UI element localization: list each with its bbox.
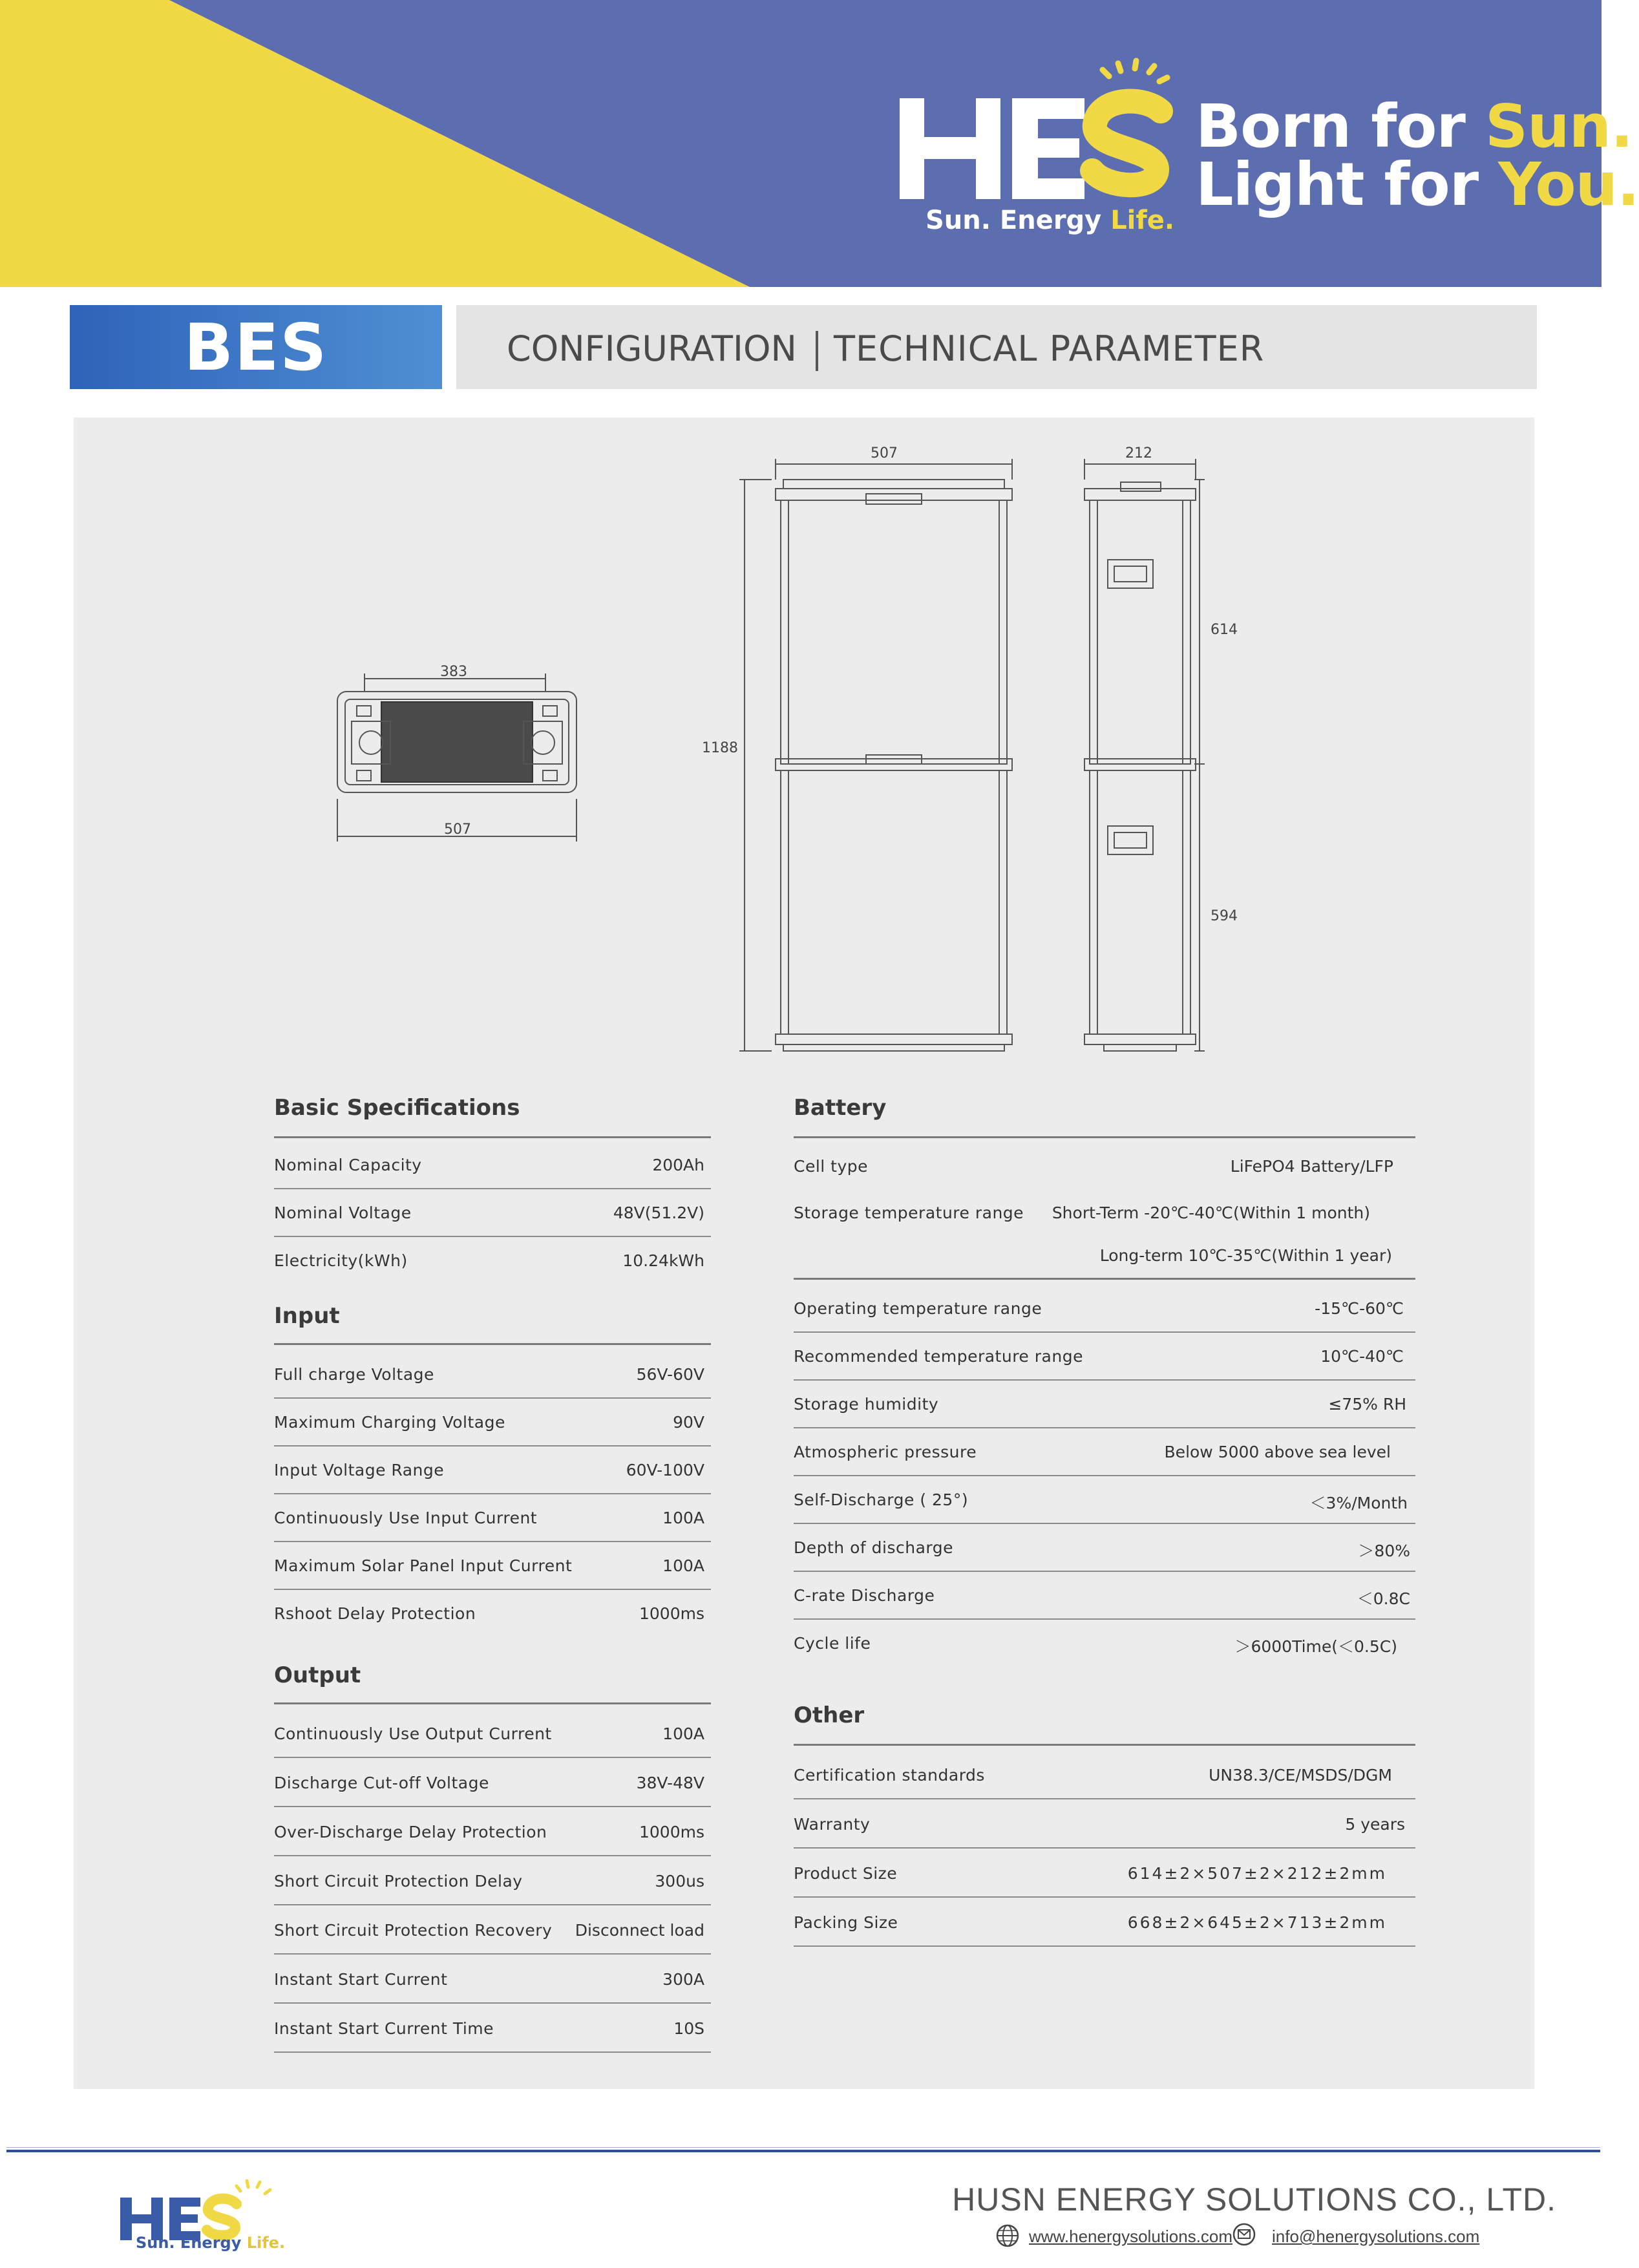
basic-specs-title: Basic Specifications <box>274 1095 520 1121</box>
dim-top-inner: 383 <box>440 664 467 680</box>
logo-letter-e <box>1012 98 1084 199</box>
table-row: Maximum Solar Panel Input Current 100A <box>274 1542 711 1590</box>
table-row: Storage temperature range Short-Term -20℃-40℃(Within 1 month) Long-term 10℃-35℃(Within 1 year) <box>794 1189 1415 1280</box>
content-panel <box>74 418 1534 2089</box>
footer-divider <box>6 2150 1600 2152</box>
table-row: Short Circuit Protection Recovery Disconnect load <box>274 1907 711 1955</box>
output-title: Output <box>274 1662 361 1688</box>
table-row: Recommended temperature range 10℃-40℃ <box>794 1333 1415 1381</box>
title-divider <box>816 331 818 371</box>
table-row: Certification standards UN38.3/CE/MSDS/DGM <box>794 1752 1415 1799</box>
table-row: Atmospheric pressure Below 5000 above sea level <box>794 1428 1415 1476</box>
table-row: Discharge Cut-off Voltage 38V-48V <box>274 1759 711 1807</box>
battery-title: Battery <box>794 1095 887 1121</box>
table-row: Electricity(kWh) 10.24kWh <box>274 1251 704 1270</box>
slogan-line-2: Light for You. <box>1196 150 1639 219</box>
globe-icon <box>995 2223 1020 2248</box>
table-row: Over-Discharge Delay Protection 1000ms <box>274 1808 711 1856</box>
input-title: Input <box>274 1303 340 1329</box>
table-row: Continuously Use Output Current 100A <box>274 1710 711 1758</box>
header-banner <box>0 0 1639 287</box>
table-row: Full charge Voltage 56V-60V <box>274 1351 711 1399</box>
divider <box>794 1136 1415 1138</box>
divider <box>794 1744 1415 1746</box>
footer-logo-tagline: Sun. Energy Life. <box>136 2234 286 2252</box>
table-row: Depth of discharge ＞80% <box>794 1524 1415 1572</box>
footer-divider-thin <box>6 2147 1600 2148</box>
front-view-drawing <box>739 459 1012 1051</box>
table-row: Warranty 5 years <box>794 1801 1415 1849</box>
table-row: Rshoot Delay Protection 1000ms <box>274 1604 704 1623</box>
slogan-line-1: Born for Sun. <box>1196 92 1633 161</box>
table-row: Cell type LiFePO4 Battery/LFP <box>794 1157 1393 1176</box>
table-row: Self-Discharge ( 25°) ＜3%/Month <box>794 1476 1415 1524</box>
side-view-drawing <box>1084 459 1205 1051</box>
table-row: Nominal Voltage 48V(51.2V) <box>274 1189 711 1237</box>
table-row: Continuously Use Input Current 100A <box>274 1494 711 1542</box>
table-row: Nominal Capacity 200Ah <box>274 1141 711 1189</box>
table-row: Input Voltage Range 60V-100V <box>274 1447 711 1494</box>
email-icon <box>1232 2222 1256 2247</box>
table-row: Maximum Charging Voltage 90V <box>274 1399 711 1447</box>
table-row: Instant Start Current Time 10S <box>274 2005 711 2053</box>
table-row: Cycle life ＞6000Time(＜0.5C) <box>794 1634 1397 1656</box>
table-row: Storage humidity ≤75% RH <box>794 1381 1415 1428</box>
dim-side-upper: 614 <box>1211 622 1238 638</box>
top-view-drawing <box>337 673 576 842</box>
divider <box>274 1702 711 1704</box>
model-title: BES <box>70 305 442 389</box>
company-name: HUSN ENERGY SOLUTIONS CO., LTD. <box>952 2181 1556 2218</box>
table-row: C-rate Discharge ＜0.8C <box>794 1572 1415 1620</box>
website-link[interactable]: www.henergysolutions.com <box>1029 2227 1233 2246</box>
table-row: Instant Start Current 300A <box>274 1956 711 2004</box>
dim-front-height: 1188 <box>702 740 738 756</box>
logo-tagline: Sun. Energy Life. <box>925 206 1175 235</box>
table-row: Product Size 614±2×507±2×212±2mm <box>794 1850 1415 1898</box>
dim-side-lower: 594 <box>1211 908 1238 924</box>
other-title: Other <box>794 1702 865 1728</box>
dim-side-depth: 212 <box>1125 445 1152 461</box>
dim-front-width: 507 <box>871 445 898 461</box>
divider <box>274 1136 711 1138</box>
table-row: Short Circuit Protection Delay 300us <box>274 1858 711 1905</box>
table-row: Packing Size 668±2×645±2×713±2mm <box>794 1899 1415 1947</box>
divider <box>274 1343 711 1345</box>
sun-rays-icon <box>237 2181 270 2194</box>
technical-drawings <box>74 418 1534 1064</box>
table-row: Operating temperature range -15℃-60℃ <box>794 1285 1415 1333</box>
email-link[interactable]: info@henergysolutions.com <box>1272 2227 1480 2246</box>
technical-parameter-label: TECHNICAL PARAMETER <box>834 328 1265 369</box>
configuration-label: CONFIGURATION <box>507 328 797 369</box>
dim-top-outer: 507 <box>444 821 471 838</box>
section-title-bar <box>456 305 1537 389</box>
